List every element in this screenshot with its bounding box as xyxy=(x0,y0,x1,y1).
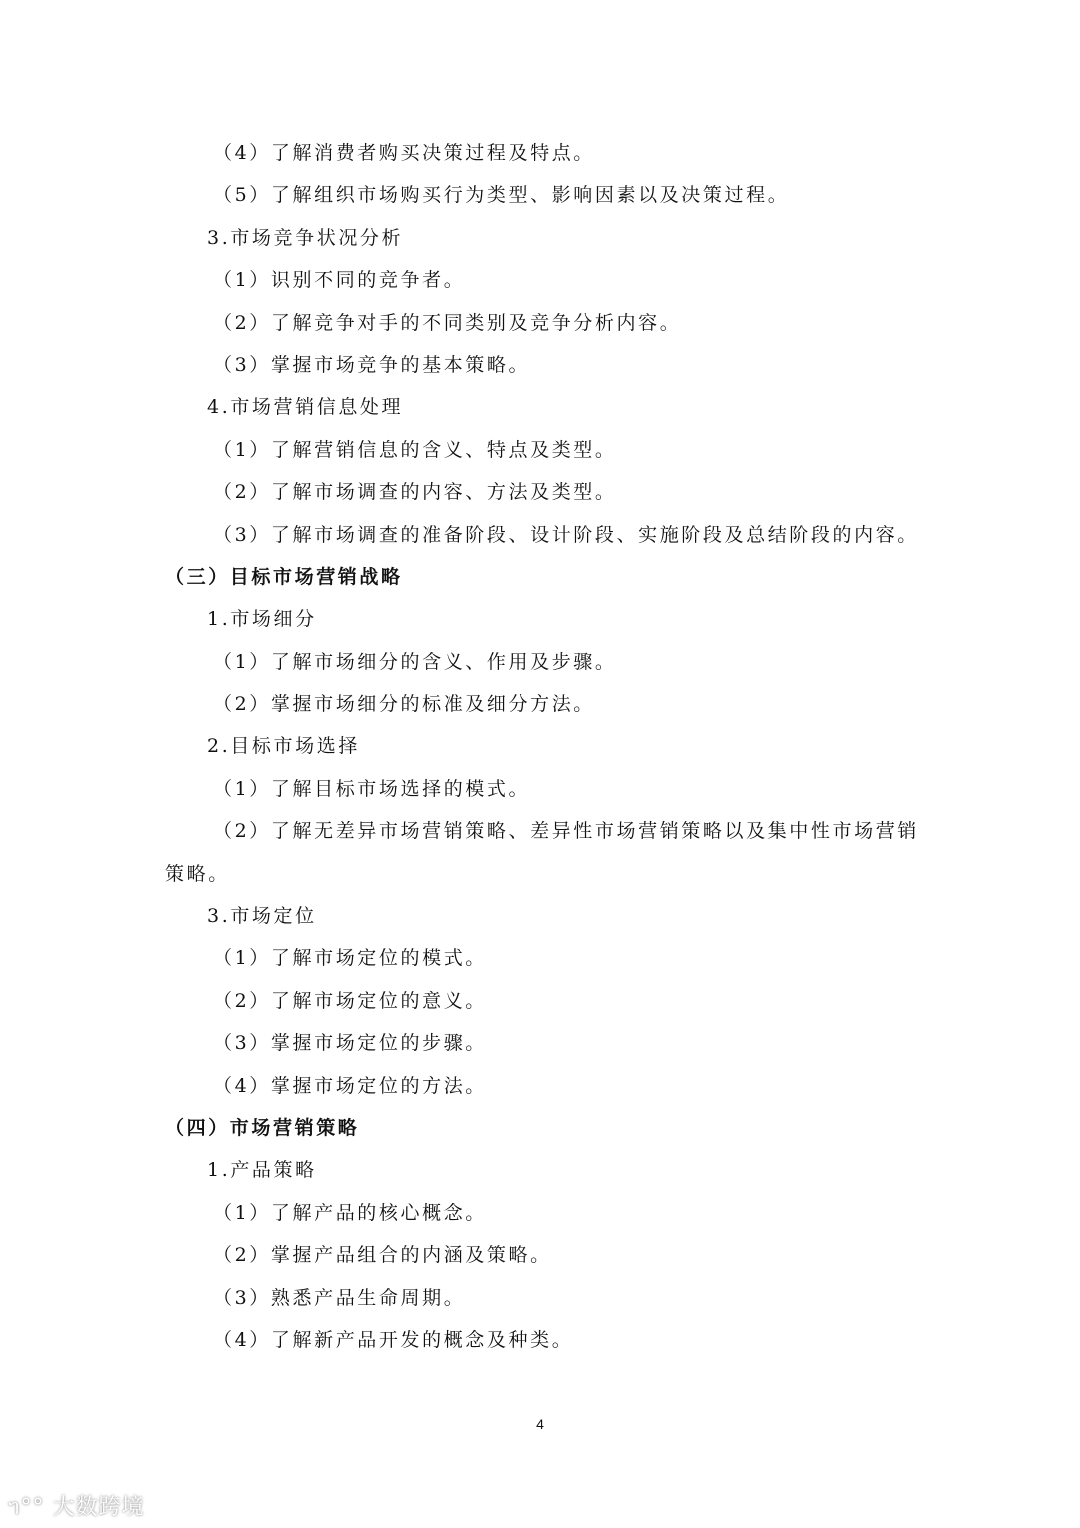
subsection-heading: 2.目标市场选择 xyxy=(207,735,360,758)
watermark-logo xyxy=(8,1490,145,1521)
list-item: （2）了解竞争对手的不同类别及竞争分析内容。 xyxy=(213,311,682,334)
list-item: （3）掌握市场定位的步骤。 xyxy=(213,1032,487,1055)
section-heading: （三）目标市场营销战略 xyxy=(165,565,403,588)
list-item: （4）掌握市场定位的方法。 xyxy=(213,1074,487,1097)
page-number: 4 xyxy=(536,1416,544,1432)
list-item: （1）了解产品的核心概念。 xyxy=(213,1201,487,1224)
list-item: （3）熟悉产品生命周期。 xyxy=(213,1286,466,1309)
list-item: （1）了解目标市场选择的模式。 xyxy=(213,777,531,800)
list-item: （2）掌握市场细分的标准及细分方法。 xyxy=(213,693,595,716)
list-item: （5）了解组织市场购买行为类型、影响因素以及决策过程。 xyxy=(213,184,790,207)
list-item: （1）了解市场定位的模式。 xyxy=(213,947,487,970)
list-item: （1）了解营销信息的含义、特点及类型。 xyxy=(213,438,617,461)
list-item: （1）识别不同的竞争者。 xyxy=(213,269,466,292)
subsection-heading: 3.市场竞争状况分析 xyxy=(207,226,404,249)
list-item: （2）了解市场调查的内容、方法及类型。 xyxy=(213,481,617,504)
list-item: （3）掌握市场竞争的基本策略。 xyxy=(213,353,531,376)
subsection-heading: 1.市场细分 xyxy=(207,608,317,631)
list-item: （2）掌握产品组合的内涵及策略。 xyxy=(213,1244,552,1267)
document-body xyxy=(0,132,1080,1361)
list-item: （3）了解市场调查的准备阶段、设计阶段、实施阶段及总结阶段的内容。 xyxy=(213,523,919,546)
section-heading: （四）市场营销策略 xyxy=(165,1116,360,1139)
list-item: （2）了解无差异市场营销策略、差异性市场营销策略以及集中性市场营销 xyxy=(213,820,919,843)
list-item: 策略。 xyxy=(165,862,230,885)
list-item: （2）了解市场定位的意义。 xyxy=(213,989,487,1012)
list-item: （4）了解消费者购买决策过程及特点。 xyxy=(213,142,595,164)
subsection-heading: 3.市场定位 xyxy=(207,905,317,928)
subsection-heading: 4.市场营销信息处理 xyxy=(207,396,404,419)
watermark-icon: ᥐ°° xyxy=(8,1495,45,1520)
subsection-heading: 1.产品策略 xyxy=(207,1159,317,1182)
list-item: （1）了解市场细分的含义、作用及步骤。 xyxy=(213,650,617,673)
list-item: （4）了解新产品开发的概念及种类。 xyxy=(213,1328,574,1351)
watermark-text: 大数跨境 xyxy=(52,1495,145,1520)
